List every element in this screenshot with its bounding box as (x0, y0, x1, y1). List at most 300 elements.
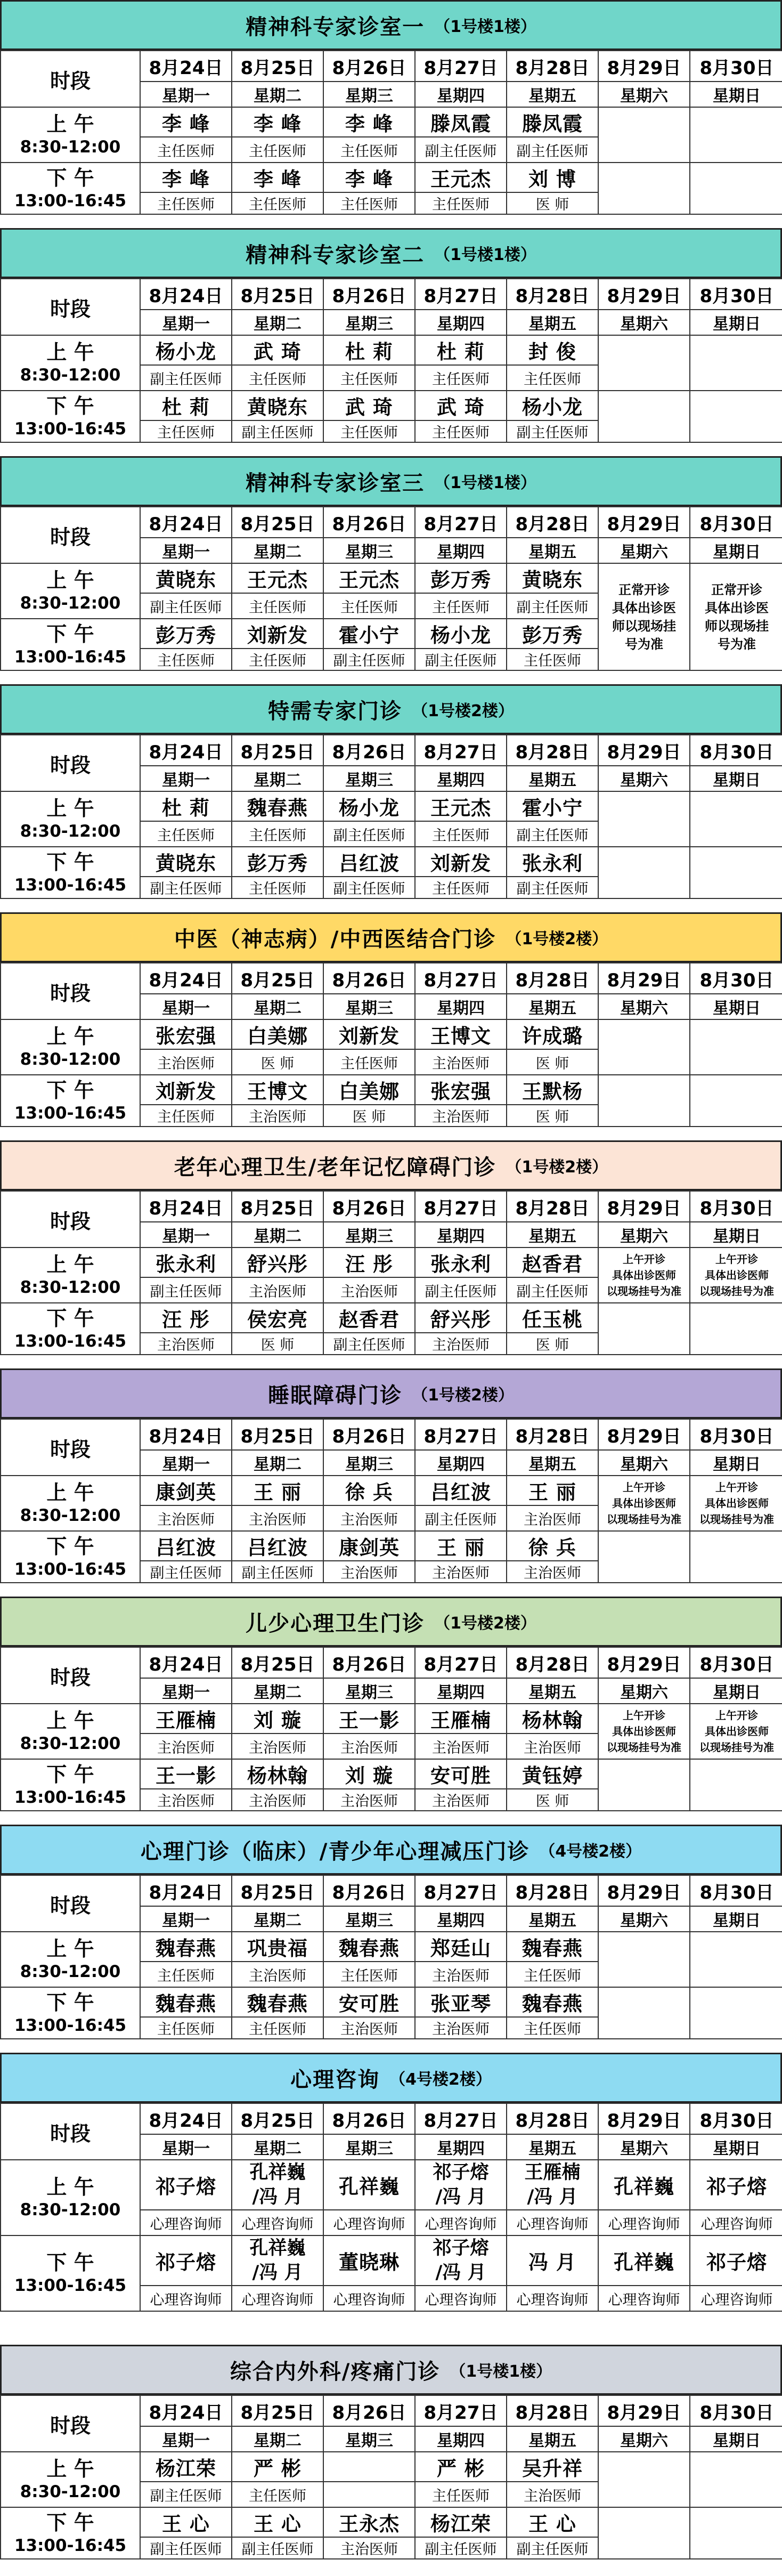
doctor-title: 主治医师 (323, 1505, 415, 1531)
empty-cell (598, 1759, 690, 1811)
doctor-name: 彭万秀 (507, 619, 598, 649)
pm-period-label: 下 午 13:00-16:45 (1, 1075, 140, 1127)
am-doctor-row (1, 2160, 782, 2210)
date-row (1, 2395, 782, 2426)
pm-doctor-row (1, 1075, 782, 1105)
doctor-title: 主治医师 (140, 1733, 232, 1759)
schedule-table (0, 1190, 782, 1355)
doctor-title: 主任医师 (232, 821, 323, 847)
weekday-cell: 星期五 (507, 82, 598, 107)
doctor-title: 副主任医师 (507, 593, 598, 619)
date-cell: 8月28日 (507, 1191, 598, 1222)
doctor-name: 杨江荣 (415, 2507, 507, 2537)
weekday-cell: 星期日 (690, 82, 782, 107)
weekday-cell: 星期五 (507, 538, 598, 563)
weekend-note: 上午开诊 具体出诊医师 以现场挂号为准 (690, 1476, 782, 1531)
doctor-name: 滕凤霞 (507, 107, 598, 137)
schedule-table (0, 734, 782, 899)
doctor-title: 主治医师 (323, 2537, 415, 2559)
doctor-title: 主治医师 (232, 1277, 323, 1303)
doctor-title: 副主任医师 (140, 593, 232, 619)
doctor-name: 彭万秀 (140, 619, 232, 649)
date-cell: 8月25日 (232, 1875, 323, 1906)
weekday-cell: 星期日 (690, 994, 782, 1019)
empty-cell (598, 2452, 690, 2507)
pm-doctor-row (1, 391, 782, 420)
doctor-name: 武 琦 (415, 391, 507, 420)
date-cell: 8月30日 (690, 963, 782, 994)
doctor-title: 医 师 (507, 192, 598, 214)
doctor-name: 许成璐 (507, 1019, 598, 1049)
doctor-title: 心理咨询师 (232, 2210, 323, 2235)
date-cell: 8月29日 (598, 507, 690, 538)
empty-cell (690, 107, 782, 163)
weekday-cell: 星期五 (507, 1222, 598, 1248)
doctor-name: 祁子熔 /冯 月 (415, 2160, 507, 2210)
doctor-title: 副主任医师 (507, 877, 598, 898)
doctor-name: 侯宏亮 (232, 1303, 323, 1333)
date-cell: 8月30日 (690, 1191, 782, 1222)
date-cell: 8月26日 (323, 51, 415, 82)
date-cell: 8月26日 (323, 1419, 415, 1450)
weekday-cell: 星期六 (598, 82, 690, 107)
doctor-name: 杜 莉 (140, 791, 232, 821)
am-period-label: 上 午 8:30-12:00 (1, 2160, 140, 2235)
doctor-title: 主治医师 (323, 1789, 415, 1811)
doctor-name: 王雁楠 (140, 1704, 232, 1733)
pm-doctor-row (1, 1531, 782, 1561)
am-doctor-row (1, 791, 782, 821)
date-cell: 8月26日 (323, 1191, 415, 1222)
doctor-name: 杨小龙 (507, 391, 598, 420)
doctor-title: 主治医师 (323, 1733, 415, 1759)
date-cell: 8月26日 (323, 279, 415, 310)
doctor-name: 黄晓东 (232, 391, 323, 420)
date-cell: 8月28日 (507, 1875, 598, 1906)
weekday-cell: 星期三 (323, 1678, 415, 1704)
weekday-cell: 星期四 (415, 1450, 507, 1476)
doctor-title: 主任医师 (140, 192, 232, 214)
doctor-name: 刘 璇 (323, 1759, 415, 1789)
am-period-label: 上 午 8:30-12:00 (1, 1476, 140, 1531)
date-cell: 8月29日 (598, 1191, 690, 1222)
date-cell: 8月24日 (140, 2103, 232, 2134)
doctor-title: 主治医师 (232, 1962, 323, 1987)
am-period-label: 上 午 8:30-12:00 (1, 563, 140, 619)
doctor-name: 汪 彤 (140, 1303, 232, 1333)
doctor-title: 主任医师 (232, 593, 323, 619)
period-header: 时段 (1, 2103, 140, 2160)
period-header: 时段 (1, 507, 140, 563)
section-title: 特需专家门诊 (268, 699, 403, 724)
weekday-cell: 星期日 (690, 766, 782, 791)
section-location: （1号楼2楼） (506, 930, 608, 949)
weekday-cell: 星期四 (415, 538, 507, 563)
section-location: （1号楼2楼） (412, 702, 514, 720)
doctor-name: 祁子熔 (140, 2235, 232, 2286)
date-cell: 8月26日 (323, 1875, 415, 1906)
doctor-name: 杜 莉 (415, 335, 507, 365)
doctor-name: 吕红波 (323, 847, 415, 877)
doctor-title: 副主任医师 (323, 649, 415, 670)
doctor-name: 刘 博 (507, 163, 598, 192)
weekday-cell: 星期二 (232, 994, 323, 1019)
section-title-bar (0, 228, 782, 278)
section-title-bar (0, 684, 782, 734)
weekday-cell: 星期二 (232, 1906, 323, 1932)
schedule-table (0, 1647, 782, 1811)
weekday-cell: 星期一 (140, 82, 232, 107)
date-cell: 8月27日 (415, 1647, 507, 1678)
doctor-title: 主治医师 (323, 2017, 415, 2039)
doctor-name: 祁子熔 /冯 月 (415, 2235, 507, 2286)
weekday-cell: 星期三 (323, 1450, 415, 1476)
doctor-name: 黄晓东 (507, 563, 598, 593)
doctor-name: 王 心 (140, 2507, 232, 2537)
schedule-table (0, 278, 782, 443)
section-location: （4号楼2楼） (389, 2070, 492, 2089)
empty-cell (690, 1531, 782, 1583)
doctor-name: 张永利 (507, 847, 598, 877)
weekend-note: 正常开诊 具体出诊医 师以现场挂 号为准 (598, 563, 690, 670)
doctor-name: 祁子熔 (690, 2160, 782, 2210)
doctor-name: 赵香君 (507, 1248, 598, 1277)
doctor-title: 副主任医师 (232, 420, 323, 442)
pm-doctor-row (1, 1987, 782, 2017)
date-cell: 8月26日 (323, 507, 415, 538)
doctor-title: 副主任医师 (232, 1561, 323, 1583)
doctor-title: 副主任医师 (415, 1277, 507, 1303)
date-cell: 8月24日 (140, 279, 232, 310)
section-title-bar (0, 912, 782, 962)
date-cell: 8月30日 (690, 507, 782, 538)
doctor-title: 医 师 (232, 1049, 323, 1075)
date-cell: 8月29日 (598, 963, 690, 994)
doctor-title: 主任医师 (232, 2482, 323, 2507)
doctor-title: 主任医师 (232, 877, 323, 898)
date-cell: 8月24日 (140, 1647, 232, 1678)
date-cell: 8月27日 (415, 1419, 507, 1450)
weekday-cell: 星期日 (690, 1450, 782, 1476)
doctor-title: 副主任医师 (507, 821, 598, 847)
doctor-title: 副主任医师 (415, 137, 507, 163)
date-cell: 8月30日 (690, 1875, 782, 1906)
weekday-cell: 星期六 (598, 994, 690, 1019)
schedule-table (0, 1419, 782, 1583)
am-period-label: 上 午 8:30-12:00 (1, 1704, 140, 1759)
doctor-title: 副主任医师 (415, 1505, 507, 1531)
doctor-name: 吕红波 (140, 1531, 232, 1561)
doctor-name: 刘新发 (323, 1019, 415, 1049)
doctor-name: 杨小龙 (415, 619, 507, 649)
doctor-title: 主治医师 (232, 1505, 323, 1531)
doctor-name: 汪 彤 (323, 1248, 415, 1277)
schedule-table (0, 506, 782, 671)
date-cell: 8月29日 (598, 2395, 690, 2426)
empty-cell (598, 2507, 690, 2559)
doctor-name: 徐 兵 (323, 1476, 415, 1505)
doctor-name: 王 丽 (507, 1476, 598, 1505)
weekday-cell: 星期二 (232, 1450, 323, 1476)
doctor-name: 刘 璇 (232, 1704, 323, 1733)
date-row (1, 279, 782, 310)
doctor-name: 白美娜 (232, 1019, 323, 1049)
empty-cell (598, 1303, 690, 1355)
doctor-title: 医 师 (507, 1049, 598, 1075)
weekday-cell: 星期五 (507, 2426, 598, 2452)
doctor-title: 主任医师 (232, 365, 323, 391)
doctor-title: 主治医师 (415, 1561, 507, 1583)
weekday-cell: 星期一 (140, 2426, 232, 2452)
pm-period-label: 下 午 13:00-16:45 (1, 847, 140, 898)
weekday-cell: 星期四 (415, 2134, 507, 2160)
section-location: （1号楼1楼） (434, 474, 536, 492)
doctor-title: 副主任医师 (140, 1561, 232, 1583)
date-cell: 8月24日 (140, 963, 232, 994)
doctor-name: 黄钰婷 (507, 1759, 598, 1789)
doctor-title: 心理咨询师 (232, 2286, 323, 2311)
date-cell: 8月29日 (598, 1875, 690, 1906)
doctor-name: 祁子熔 (140, 2160, 232, 2210)
doctor-name: 王 心 (232, 2507, 323, 2537)
doctor-name: 黄晓东 (140, 563, 232, 593)
doctor-title: 主治医师 (323, 1277, 415, 1303)
weekday-cell: 星期日 (690, 1222, 782, 1248)
weekday-cell: 星期五 (507, 2134, 598, 2160)
date-cell: 8月28日 (507, 2395, 598, 2426)
date-row (1, 1647, 782, 1678)
section-location: （1号楼1楼） (434, 246, 536, 264)
doctor-name: 严 彬 (232, 2452, 323, 2482)
weekday-cell: 星期六 (598, 2134, 690, 2160)
weekday-cell: 星期一 (140, 1222, 232, 1248)
date-row (1, 1191, 782, 1222)
doctor-title: 主任医师 (323, 192, 415, 214)
am-period-label: 上 午 8:30-12:00 (1, 107, 140, 163)
doctor-name: 舒兴彤 (415, 1303, 507, 1333)
weekend-note: 上午开诊 具体出诊医师 以现场挂号为准 (598, 1704, 690, 1759)
date-cell: 8月28日 (507, 2103, 598, 2134)
weekday-cell: 星期六 (598, 1222, 690, 1248)
weekday-cell: 星期五 (507, 994, 598, 1019)
date-cell: 8月24日 (140, 2395, 232, 2426)
empty-cell (598, 1075, 690, 1127)
weekday-cell: 星期一 (140, 994, 232, 1019)
doctor-title: 主治医师 (415, 1789, 507, 1811)
doctor-title: 副主任医师 (140, 1277, 232, 1303)
doctor-name: 白美娜 (323, 1075, 415, 1105)
weekday-cell: 星期二 (232, 1678, 323, 1704)
pm-period-label: 下 午 13:00-16:45 (1, 1303, 140, 1355)
date-cell: 8月30日 (690, 735, 782, 766)
date-cell: 8月25日 (232, 1191, 323, 1222)
pm-period-label: 下 午 13:00-16:45 (1, 1987, 140, 2039)
doctor-name: 冯 月 (507, 2235, 598, 2286)
doctor-name: 王雁楠 (415, 1704, 507, 1733)
empty-cell (598, 791, 690, 847)
am-period-label: 上 午 8:30-12:00 (1, 1019, 140, 1075)
section-title-bar (0, 2053, 782, 2103)
am-period-label: 上 午 8:30-12:00 (1, 1932, 140, 1987)
date-cell: 8月24日 (140, 507, 232, 538)
doctor-title: 主任医师 (140, 821, 232, 847)
doctor-name: 杨江荣 (140, 2452, 232, 2482)
doctor-title: 主治医师 (415, 1049, 507, 1075)
empty-cell (690, 847, 782, 898)
section-location: （4号楼2楼） (539, 1842, 642, 1861)
am-doctor-row (1, 1248, 782, 1277)
date-row (1, 1419, 782, 1450)
date-cell: 8月25日 (232, 963, 323, 994)
weekday-cell: 星期二 (232, 2426, 323, 2452)
doctor-title: 主任医师 (415, 420, 507, 442)
am-doctor-row (1, 107, 782, 137)
doctor-title: 主治医师 (507, 2482, 598, 2507)
empty-cell (598, 1932, 690, 1987)
weekday-cell: 星期三 (323, 2134, 415, 2160)
date-cell: 8月25日 (232, 507, 323, 538)
doctor-title: 心理咨询师 (415, 2210, 507, 2235)
date-row (1, 963, 782, 994)
doctor-title: 心理咨询师 (690, 2286, 782, 2311)
doctor-title: 主治医师 (415, 1962, 507, 1987)
doctor-title: 医 师 (507, 1789, 598, 1811)
doctor-name: 安可胜 (415, 1759, 507, 1789)
doctor-title: 主任医师 (140, 2017, 232, 2039)
am-doctor-row (1, 1476, 782, 1505)
date-cell: 8月30日 (690, 2103, 782, 2134)
section-title: 心理咨询 (290, 2067, 380, 2092)
date-row (1, 735, 782, 766)
am-period-label: 上 午 8:30-12:00 (1, 2452, 140, 2507)
empty-cell (690, 391, 782, 442)
weekday-cell: 星期日 (690, 2426, 782, 2452)
doctor-name: 祁子熔 (690, 2235, 782, 2286)
doctor-title: 副主任医师 (232, 2537, 323, 2559)
doctor-title: 主治医师 (232, 1105, 323, 1127)
doctor-name: 王默杨 (507, 1075, 598, 1105)
period-header: 时段 (1, 963, 140, 1019)
am-period-label: 上 午 8:30-12:00 (1, 335, 140, 391)
schedule-table (0, 2395, 782, 2559)
empty-cell (598, 163, 690, 214)
doctor-name: 王 心 (507, 2507, 598, 2537)
schedule-table (0, 962, 782, 1127)
weekday-cell: 星期一 (140, 310, 232, 335)
weekday-cell: 星期五 (507, 1906, 598, 1932)
doctor-title: 主治医师 (415, 1333, 507, 1355)
weekday-cell: 星期日 (690, 538, 782, 563)
doctor-title: 主任医师 (415, 2482, 507, 2507)
date-cell: 8月27日 (415, 51, 507, 82)
section-title-bar (0, 1597, 782, 1647)
weekend-note: 上午开诊 具体出诊医师 以现场挂号为准 (598, 1476, 690, 1531)
doctor-name: 彭万秀 (232, 847, 323, 877)
doctor-title: 心理咨询师 (507, 2286, 598, 2311)
doctor-title (323, 2482, 415, 2507)
am-doctor-row (1, 2452, 782, 2482)
weekday-cell: 星期五 (507, 310, 598, 335)
section-title-bar (0, 2345, 782, 2395)
weekend-note: 上午开诊 具体出诊医师 以现场挂号为准 (690, 1704, 782, 1759)
doctor-title: 主任医师 (140, 1962, 232, 1987)
empty-cell (690, 335, 782, 391)
section-title: 老年心理卫生/老年记忆障碍门诊 (174, 1155, 496, 1180)
schedule-table (0, 1875, 782, 2039)
doctor-name: 魏春燕 (140, 1987, 232, 2017)
date-cell: 8月25日 (232, 1419, 323, 1450)
schedule-table (0, 2103, 782, 2312)
doctor-title: 心理咨询师 (140, 2286, 232, 2311)
doctor-name: 霍小宁 (507, 791, 598, 821)
date-cell: 8月25日 (232, 2103, 323, 2134)
doctor-title: 主任医师 (507, 649, 598, 670)
pm-period-label: 下 午 13:00-16:45 (1, 1531, 140, 1583)
weekday-cell: 星期二 (232, 538, 323, 563)
weekday-cell: 星期二 (232, 310, 323, 335)
doctor-title: 主任医师 (232, 2017, 323, 2039)
doctor-name: 魏春燕 (507, 1932, 598, 1962)
date-cell: 8月27日 (415, 735, 507, 766)
doctor-name: 魏春燕 (323, 1932, 415, 1962)
empty-cell (690, 2507, 782, 2559)
weekday-cell: 星期一 (140, 1678, 232, 1704)
doctor-title: 心理咨询师 (140, 2210, 232, 2235)
doctor-name: 安可胜 (323, 1987, 415, 2017)
date-cell: 8月26日 (323, 2395, 415, 2426)
doctor-title: 主任医师 (415, 877, 507, 898)
date-row (1, 1875, 782, 1906)
date-cell: 8月24日 (140, 735, 232, 766)
doctor-name: 王 丽 (415, 1531, 507, 1561)
weekday-cell: 星期六 (598, 310, 690, 335)
weekday-cell: 星期三 (323, 82, 415, 107)
doctor-title: 主治医师 (140, 1505, 232, 1531)
doctor-name: 封 俊 (507, 335, 598, 365)
doctor-title: 心理咨询师 (323, 2210, 415, 2235)
weekday-cell: 星期三 (323, 994, 415, 1019)
empty-cell (598, 335, 690, 391)
doctor-name: 徐 兵 (507, 1531, 598, 1561)
date-cell: 8月24日 (140, 51, 232, 82)
weekday-cell: 星期一 (140, 1450, 232, 1476)
doctor-title: 主任医师 (507, 2017, 598, 2039)
weekday-cell: 星期三 (323, 766, 415, 791)
doctor-title: 主任医师 (140, 649, 232, 670)
date-cell: 8月29日 (598, 279, 690, 310)
date-cell: 8月27日 (415, 1191, 507, 1222)
doctor-title: 主治医师 (415, 2017, 507, 2039)
section-title: 精神科专家诊室二 (246, 242, 425, 268)
weekday-cell: 星期二 (232, 766, 323, 791)
date-cell: 8月30日 (690, 51, 782, 82)
doctor-title: 医 师 (232, 1333, 323, 1355)
weekday-cell: 星期五 (507, 1450, 598, 1476)
date-cell: 8月24日 (140, 1875, 232, 1906)
doctor-name: 霍小宁 (323, 619, 415, 649)
doctor-title: 医 师 (323, 1105, 415, 1127)
doctor-name: 刘新发 (140, 1075, 232, 1105)
doctor-title: 主任医师 (415, 192, 507, 214)
doctor-title: 心理咨询师 (598, 2286, 690, 2311)
doctor-title: 主任医师 (232, 649, 323, 670)
date-cell: 8月29日 (598, 735, 690, 766)
weekday-cell: 星期三 (323, 538, 415, 563)
doctor-name: 舒兴彤 (232, 1248, 323, 1277)
am-doctor-row (1, 1019, 782, 1049)
doctor-title: 副主任医师 (507, 137, 598, 163)
doctor-name: 武 琦 (323, 391, 415, 420)
